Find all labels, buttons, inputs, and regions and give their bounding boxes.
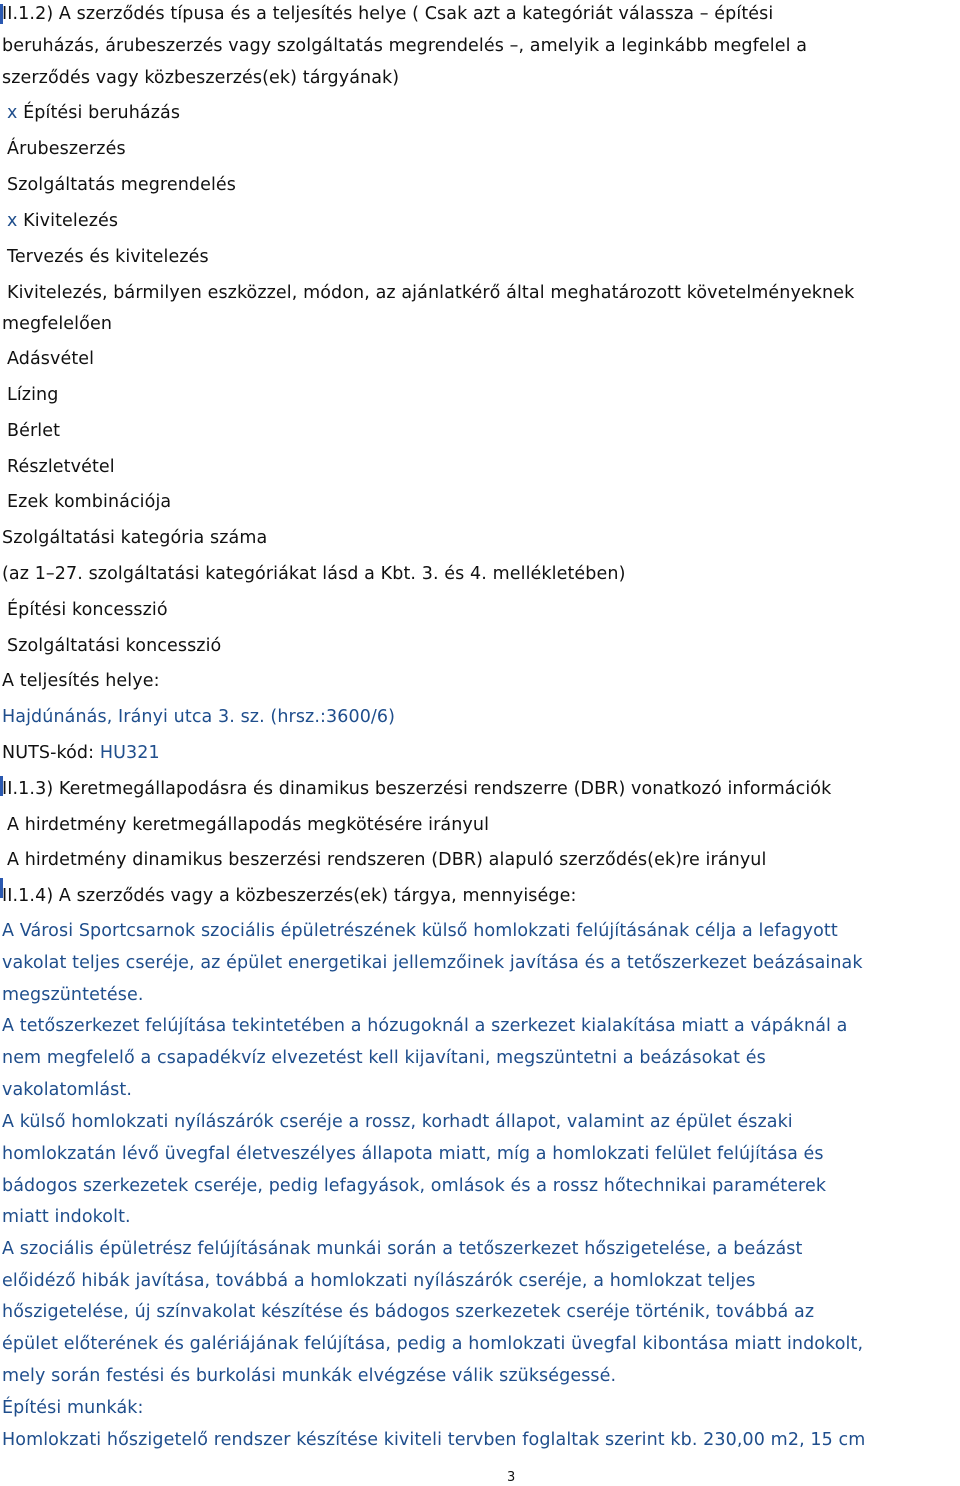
- option-item: Szolgáltatási koncesszió: [7, 636, 222, 656]
- option-item: Bérlet: [7, 421, 61, 441]
- option-continuation: megfelelően: [2, 314, 113, 334]
- nuts-value: HU321: [99, 743, 160, 763]
- option-item: [7, 137, 126, 161]
- description-line: Építési munkák:: [2, 1398, 144, 1418]
- page-number: 3: [507, 1470, 516, 1485]
- option-item: Lízing: [7, 385, 59, 405]
- description-line: A külső homlokzati nyílászárók cseréje a rossz, korhadt állapot, valamint az épület északi: [2, 1112, 793, 1132]
- description-line: vakolatomlást.: [2, 1080, 133, 1100]
- description-line: A Városi Sportcsarnok szociális épületrészének külső homlokzati felújításának célja a lefagyott: [2, 921, 838, 941]
- option-item: A hirdetmény keretmegállapodás megkötésére irányul: [7, 815, 490, 835]
- option-item: Építési koncesszió: [7, 600, 168, 620]
- description-line: bádogos szerkezetek cseréje, pedig lefagyások, omlások és a rossz hőtechnikai paraméterek: [2, 1176, 827, 1196]
- option-label: Kivitelezés: [23, 211, 119, 231]
- description-line: homlokzatán lévő üvegfal életveszélyes állapota miatt, míg a homlokzati felület felújítása és: [2, 1144, 824, 1164]
- option-label: Szolgáltatás megrendelés: [7, 175, 237, 195]
- description-line: mely során festési és burkolási munkák elvégzése válik szükségessé.: [2, 1366, 617, 1386]
- description-line: hőszigetelése, új színvakolat készítése és bádogos szerkezetek cseréje történik, továbbá az: [2, 1302, 815, 1322]
- description-line: előidéző hibák javítása, továbbá a homlokzati nyílászárók cseréje, a homlokzat teljes: [2, 1271, 756, 1291]
- option-label: Tervezés és kivitelezés: [7, 247, 209, 267]
- section-heading-3: II.1.3) Keretmegállapodásra és dinamikus beszerzési rendszerre (DBR) vonatkozó információk: [2, 779, 832, 799]
- option-item: Adásvétel: [7, 349, 95, 369]
- place-value: Hajdúnánás, Irányi utca 3. sz. (hrsz.:3600/6): [2, 707, 396, 727]
- option-label: Kivitelezés, bármilyen eszközzel, módon, az ajánlatkérő által meghatározott követelményeknek: [7, 283, 855, 303]
- option-item: [7, 101, 180, 125]
- checked-mark: x: [7, 103, 18, 123]
- section-heading-4: II.1.4) A szerződés vagy a közbeszerzés(ek) tárgya, mennyisége:: [2, 886, 577, 906]
- option-item: [7, 209, 118, 233]
- option-item: A hirdetmény dinamikus beszerzési rendszeren (DBR) alapuló szerződés(ek)re irányul: [7, 850, 767, 870]
- nuts-label: NUTS-kód:: [2, 743, 95, 763]
- description-line: épület előterének és galériájának felújítása, pedig a homlokzati üvegfal kibontása miatt indokolt,: [2, 1334, 864, 1354]
- section-heading-2-line: szerződés vagy közbeszerzés(ek) tárgyának): [2, 68, 400, 88]
- service-category-note: (az 1–27. szolgáltatási kategóriákat lásd a Kbt. 3. és 4. mellékletében): [2, 564, 626, 584]
- description-line: A szociális épületrész felújításának munkái során a tetőszerkezet hőszigetelése, a beázást: [2, 1239, 803, 1259]
- nuts-code: [2, 741, 160, 765]
- option-item: [7, 245, 209, 269]
- option-item: [7, 281, 854, 305]
- description-line: megszüntetése.: [2, 985, 144, 1005]
- description-line: nem megfelelő a csapadékvíz elvezetést kell kijavítani, megszüntetni a beázásokat és: [2, 1048, 766, 1068]
- section-heading-2-line: II.1.2) A szerződés típusa és a teljesítés helye ( Csak azt a kategóriát válassza – építési: [2, 4, 774, 24]
- description-line: vakolat teljes cseréje, az épület energetikai jellemzőinek javítása és a tetőszerkezet beázásainak: [2, 953, 863, 973]
- description-line: A tetőszerkezet felújítása tekintetében a hózugoknál a szerkezet kialakítása miatt a vápáknál a: [2, 1016, 848, 1036]
- place-label: A teljesítés helye:: [2, 671, 160, 691]
- service-category-label: Szolgáltatási kategória száma: [2, 528, 268, 548]
- option-label: Építési beruházás: [23, 103, 181, 123]
- description-line: Homlokzati hőszigetelő rendszer készítése kiviteli tervben foglaltak szerint kb. 230,00 m2, 15 cm: [2, 1430, 866, 1450]
- section-heading-2-line: beruházás, árubeszerzés vagy szolgáltatás megrendelés –, amelyik a leginkább megfelel a: [2, 36, 808, 56]
- description-line: miatt indokolt.: [2, 1207, 131, 1227]
- checked-mark: x: [7, 211, 18, 231]
- option-label: Árubeszerzés: [7, 139, 126, 159]
- option-item: [7, 173, 236, 197]
- option-item: Ezek kombinációja: [7, 492, 172, 512]
- option-item: Részletvétel: [7, 457, 115, 477]
